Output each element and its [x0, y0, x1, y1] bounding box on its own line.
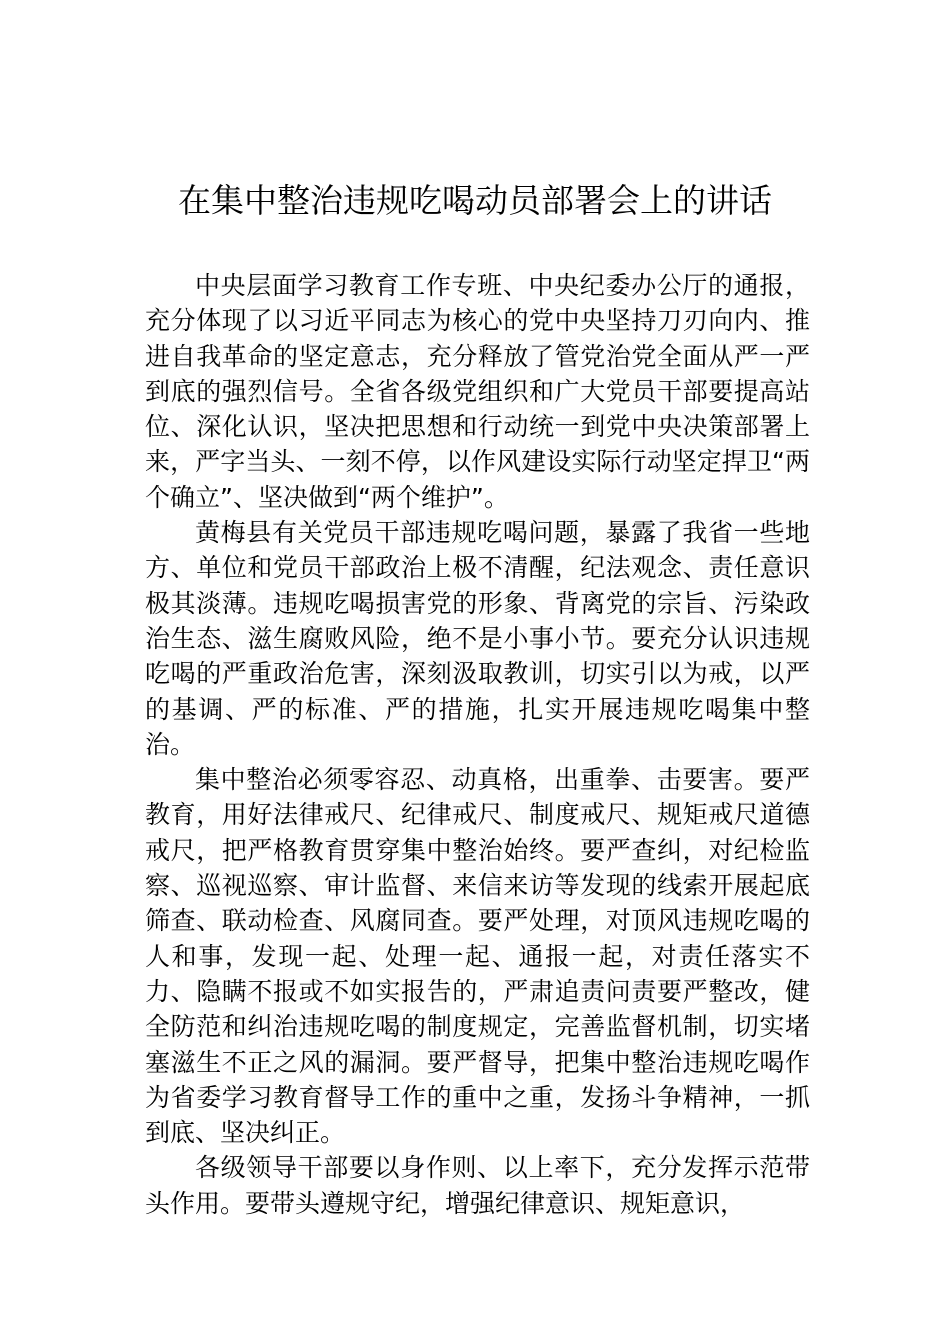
paragraph-1: 中央层面学习教育工作专班、中央纪委办公厅的通报，充分体现了以习近平同志为核心的党中央坚持刀刃向内、推进自我革命的坚定意志，充分释放了管党治党全面从严一严到底的强烈信号。全省各级党组织和广大党员干部要提高站位、深化认识，坚决把思想和行动统一到党中央决策部署上来，严字当头、一刻不停，以作风建设实际行动坚定捍卫“两个确立”、坚决做到“两个维护”。	[145, 271, 810, 512]
document-body	[145, 268, 810, 1221]
paragraph-3: 集中整治必须零容忍、动真格，出重拳、击要害。要严教育，用好法律戒尺、纪律戒尺、制度戒尺、规矩戒尺道德戒尺，把严格教育贯穿集中整治始终。要严查纠，对纪检监察、巡视巡察、审计监督、来信来访等发现的线索开展起底筛查、联动检查、风腐同查。要严处理，对顶风违规吃喝的人和事，发现一起、处理一起、通报一起，对责任落实不力、隐瞒不报或不如实报告的，严肃追责问责要严整改，健全防范和纠治违规吃喝的制度规定，完善监督机制，切实堵塞滋生不正之风的漏洞。要严督导，把集中整治违规吃喝作为省委学习教育督导工作的重中之重，发扬斗争精神，一抓到底、坚决纠正。	[145, 765, 810, 1148]
document-title: 在集中整治违规吃喝动员部署会上的讲话	[178, 181, 772, 220]
paragraph-2: 黄梅县有关党员干部违规吃喝问题，暴露了我省一些地方、单位和党员干部政治上极不清醒，纪法观念、责任意识极其淡薄。违规吃喝损害党的形象、背离党的宗旨、污染政治生态、滋生腐败风险，绝不是小事小节。要充分认识违规吃喝的严重政治危害，深刻汲取教训，切实引以为戒，以严的基调、严的标准、严的措施，扎实开展违规吃喝集中整治。	[145, 518, 810, 759]
paragraph-4: 各级领导干部要以身作则、以上率下，充分发挥示范带头作用。要带头遵规守纪，增强纪律意识、规矩意识，	[145, 1153, 810, 1218]
